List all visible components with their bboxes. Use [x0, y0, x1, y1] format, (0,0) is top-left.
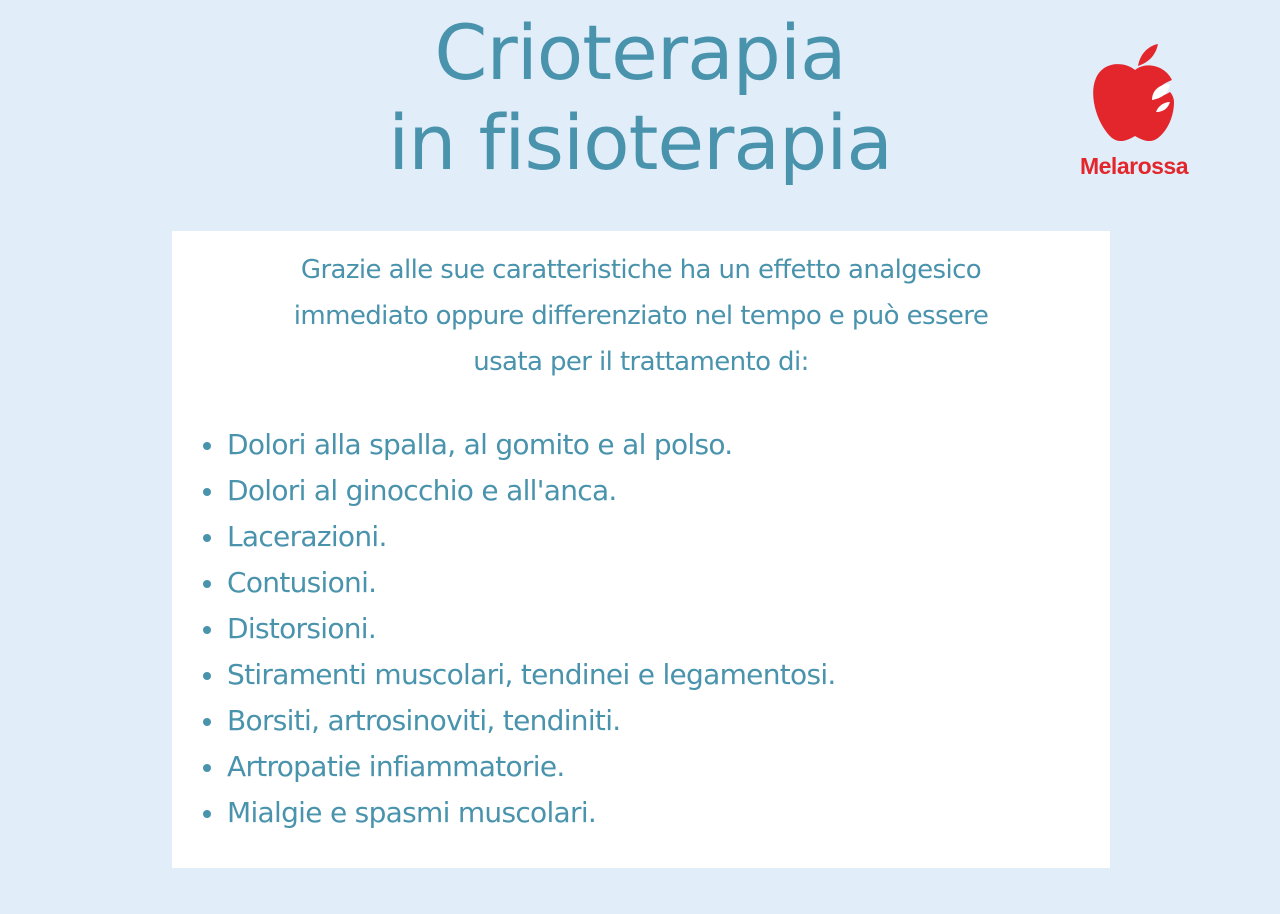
list-item-label: Mialgie e spasmi muscolari. [227, 796, 597, 829]
intro-line-1: Grazie alle sue caratteristiche ha un effetto analgesico [300, 255, 982, 285]
bullet-icon [203, 764, 211, 772]
bullet-icon [203, 718, 211, 726]
treatment-list [200, 422, 836, 836]
bullet-icon [203, 488, 211, 496]
title-line-1: Crioterapia [434, 8, 846, 97]
list-item-label: Stiramenti muscolari, tendinei e legamentosi. [227, 658, 836, 691]
list-item-label: Distorsioni. [227, 612, 377, 645]
bullet-icon [203, 442, 211, 450]
bullet-icon [203, 580, 211, 588]
list-item [200, 698, 836, 744]
list-item-label: Dolori alla spalla, al gomito e al polso. [227, 428, 733, 461]
list-item [200, 468, 836, 514]
list-item-label: Dolori al ginocchio e all'anca. [227, 474, 617, 507]
list-item [200, 790, 836, 836]
title-line-2: in fisioterapia [388, 98, 892, 187]
list-item [200, 514, 836, 560]
apple-icon [1090, 40, 1180, 148]
list-item [200, 744, 836, 790]
bullet-icon [203, 626, 211, 634]
bullet-icon [203, 534, 211, 542]
list-item-label: Artropatie infiammatorie. [227, 750, 565, 783]
list-item [200, 652, 836, 698]
list-item-label: Contusioni. [227, 566, 377, 599]
content-card [172, 231, 1110, 868]
list-item-label: Lacerazioni. [227, 520, 387, 553]
intro-text [202, 247, 1080, 385]
bullet-icon [203, 672, 211, 680]
logo-text: Melarossa [1079, 153, 1188, 179]
list-item [200, 606, 836, 652]
melarossa-logo[interactable] [1064, 40, 1204, 185]
intro-line-2: immediato oppure differenziato nel tempo e può essere [293, 301, 989, 331]
list-item [200, 560, 836, 606]
intro-line-3: usata per il trattamento di: [473, 347, 809, 377]
list-item [200, 422, 836, 468]
bullet-icon [203, 810, 211, 818]
list-item-label: Borsiti, artrosinoviti, tendiniti. [227, 704, 621, 737]
